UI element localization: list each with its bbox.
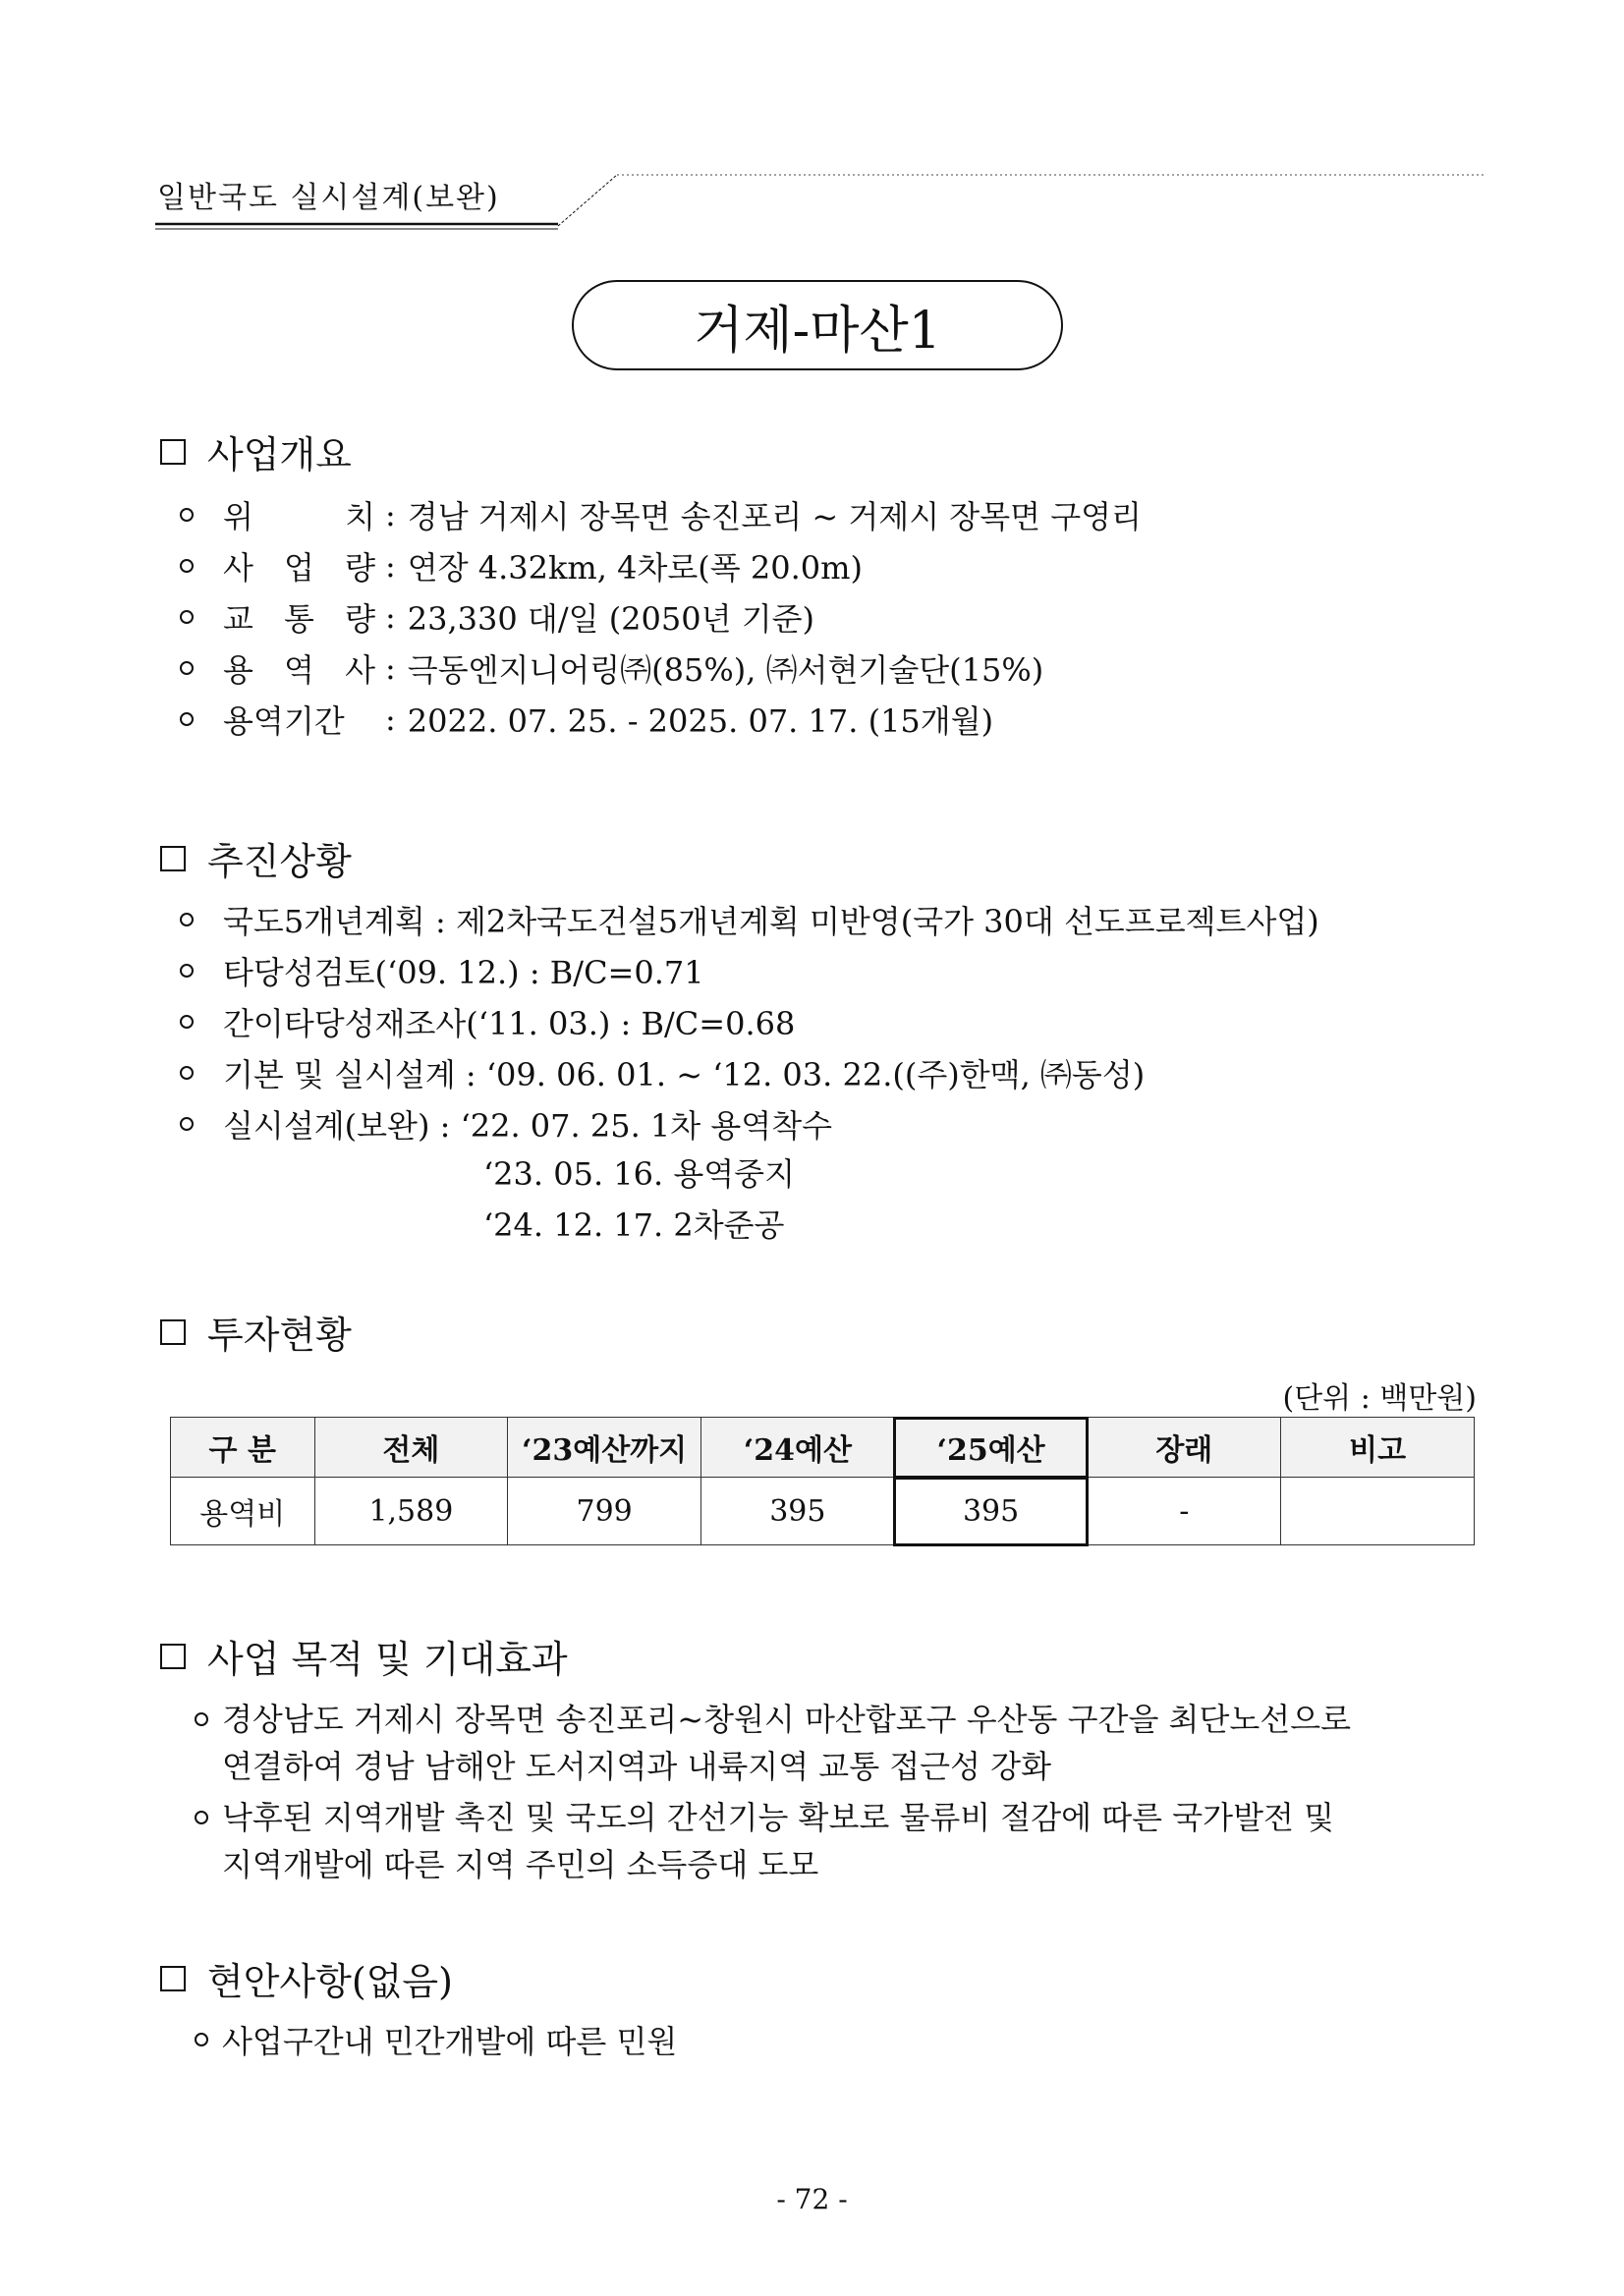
bullet-icon <box>180 964 194 978</box>
table-header-cell: ‘23예산까지 <box>508 1418 701 1478</box>
section-heading-progress: 추진상황 <box>160 831 352 885</box>
overview-item: 용역기간 : 2022. 07. 25. - 2025. 07. 17. (15개월) <box>180 698 993 741</box>
checkbox-icon <box>160 439 186 465</box>
issue-item: 사업구간내 민간개발에 따른 민원 <box>195 2018 677 2061</box>
section-heading-purpose: 사업 목적 및 기대효과 <box>160 1629 568 1683</box>
table-header-cell: ‘25예산 <box>894 1418 1088 1478</box>
table-header-cell: ‘24예산 <box>700 1418 894 1478</box>
progress-item: 타당성검토(‘09. 12.) : B/C=0.71 <box>180 949 704 992</box>
section-heading-investment: 투자현황 <box>160 1305 352 1359</box>
bullet-icon <box>180 661 194 675</box>
bullet-icon <box>180 559 194 573</box>
progress-item: 간이타당성재조사(‘11. 03.) : B/C=0.68 <box>180 1000 795 1043</box>
purpose-item: 경상남도 거제시 장목면 송진포리~창원시 마산합포구 우산동 구간을 최단노선으로 연결하여 경남 남해안 도서지역과 내륙지역 교통 접근성 강화 <box>195 1696 1351 1790</box>
progress-item: 기본 및 실시설계 : ‘09. 06. 01. ~ ‘12. 03. 22.((주)한맥, ㈜동성) <box>180 1051 1145 1094</box>
section-heading-issues: 현안사항(없음) <box>160 1951 453 2005</box>
bullet-icon <box>180 1015 194 1029</box>
header-rule <box>147 167 1493 236</box>
table-cell: 용역비 <box>171 1478 315 1545</box>
bullet-icon <box>180 1066 194 1080</box>
table-cell: 395 <box>894 1478 1088 1545</box>
overview-item: 교 통 량 : 23,330 대/일 (2050년 기준) <box>180 595 814 639</box>
checkbox-icon <box>160 1319 186 1345</box>
overview-item: 위 치 : 경남 거제시 장목면 송진포리 ~ 거제시 장목면 구영리 <box>180 493 1142 536</box>
table-header-cell: 구 분 <box>171 1418 315 1478</box>
page-title: 거제-마산1 <box>572 280 1063 370</box>
bullet-icon <box>195 1712 208 1726</box>
table-cell: 395 <box>700 1478 894 1545</box>
checkbox-icon <box>160 846 186 871</box>
table-cell: 799 <box>508 1478 701 1545</box>
progress-item: 국도5개년계획 : 제2차국도건설5개년계획 미반영(국가 30대 선도프로젝트사업) <box>180 898 1319 941</box>
table-header-cell: 장래 <box>1088 1418 1281 1478</box>
purpose-item: 낙후된 지역개발 촉진 및 국도의 간선기능 확보로 물류비 절감에 따른 국가발전 및 지역개발에 따른 지역 주민의 소득증대 도모 <box>195 1794 1334 1888</box>
bullet-icon <box>180 913 194 926</box>
bullet-icon <box>180 712 194 726</box>
header-text: 일반국도 실시설계(보완) <box>157 181 500 215</box>
table-row <box>171 1478 1475 1545</box>
table-cell <box>1281 1478 1475 1545</box>
checkbox-icon <box>160 1644 186 1669</box>
table-header-cell: 전체 <box>314 1418 508 1478</box>
table-unit: (단위 : 백만원) <box>1282 1381 1477 1416</box>
section-heading-overview: 사업개요 <box>160 424 352 478</box>
progress-continuation: ‘24. 12. 17. 2차준공 <box>483 1206 785 1244</box>
table-cell: 1,589 <box>314 1478 508 1545</box>
bullet-icon <box>180 1117 194 1131</box>
table-header-row <box>171 1418 1475 1478</box>
progress-item: 실시설계(보완) : ‘22. 07. 25. 1차 용역착수 <box>180 1102 832 1146</box>
progress-continuation: ‘23. 05. 16. 용역중지 <box>483 1155 796 1193</box>
checkbox-icon <box>160 1966 186 1991</box>
table-header-cell: 비고 <box>1281 1418 1475 1478</box>
table-cell: - <box>1088 1478 1281 1545</box>
overview-item: 사 업 량 : 연장 4.32km, 4차로(폭 20.0m) <box>180 544 863 588</box>
bullet-icon <box>180 508 194 522</box>
bullet-icon <box>180 610 194 624</box>
page-number: - 72 - <box>776 2183 848 2215</box>
bullet-icon <box>195 2033 208 2046</box>
bullet-icon <box>195 1811 208 1824</box>
investment-table <box>170 1417 1475 1545</box>
overview-item: 용 역 사 : 극동엔지니어링㈜(85%), ㈜서현기술단(15%) <box>180 646 1043 690</box>
